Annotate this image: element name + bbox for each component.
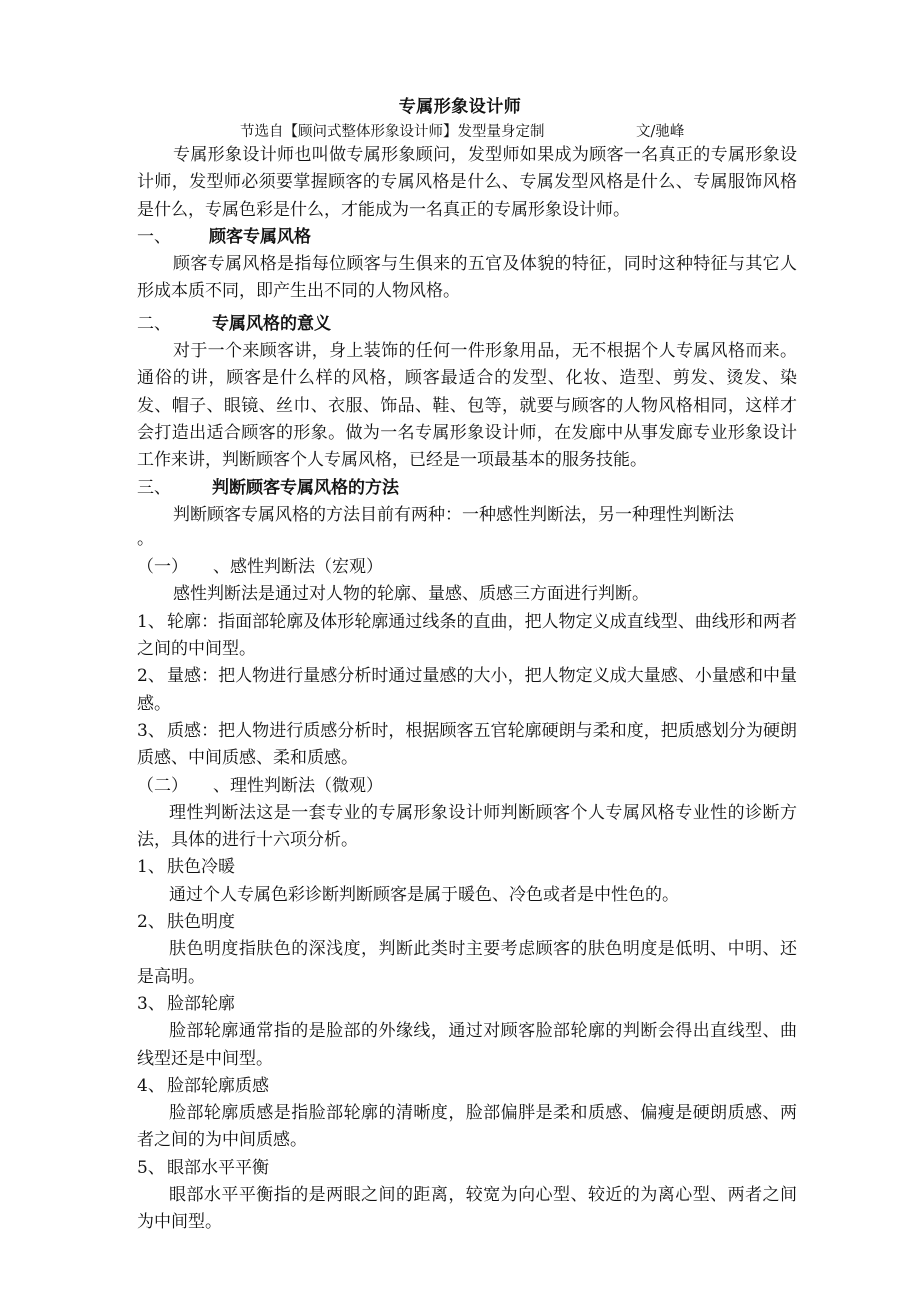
analysis-item-title bbox=[137, 854, 797, 881]
section-number: 二、 bbox=[137, 313, 171, 334]
section-heading-1 bbox=[137, 224, 797, 251]
list-text: 轮廓：指面部轮廓及体形轮廓通过线条的直曲，把人物定义成直线型、曲线形和两者之间的中间型。 bbox=[137, 611, 797, 660]
subsection-number: （一） bbox=[137, 557, 188, 578]
perceptual-intro: 感性判断法是通过对人物的轮廓、量感、质感三方面进行判断。 bbox=[173, 584, 649, 605]
rational-intro: 理性判断法这是一套专业的专属形象设计师判断顾客个人专属风格专业性的诊断方法，具体的进行十六项分析。 bbox=[137, 802, 797, 851]
subsection-heading-perceptual bbox=[137, 554, 797, 581]
item-title-text: 肤色明度 bbox=[167, 912, 235, 933]
analysis-item-text: 脸部轮廓质感是指脸部轮廓的清晰度，脸部偏胖是柔和质感、偏瘦是硬朗质感、两者之间的为中间质感。 bbox=[137, 1103, 797, 1151]
list-number: 1、 bbox=[137, 857, 165, 878]
item-title-text: 肤色冷暖 bbox=[167, 857, 235, 878]
section-heading-3 bbox=[137, 475, 797, 502]
section-title: 专属风格的意义 bbox=[212, 313, 331, 334]
list-item bbox=[137, 718, 797, 773]
subsection-number: （二） bbox=[137, 775, 188, 796]
list-number: 3、 bbox=[137, 720, 165, 741]
list-number: 1、 bbox=[137, 611, 165, 632]
analysis-item-text: 通过个人专属色彩诊断判断顾客是属于暖色、冷色或者是中性色的。 bbox=[169, 884, 679, 905]
item-title-text: 脸部轮廓质感 bbox=[167, 1075, 269, 1096]
page-title: 专属形象设计师 bbox=[398, 97, 522, 117]
analysis-item-title bbox=[137, 909, 797, 936]
analysis-item-title bbox=[137, 1155, 797, 1182]
item-title-text: 脸部轮廓 bbox=[167, 993, 235, 1014]
section-title: 判断顾客专属风格的方法 bbox=[212, 477, 399, 498]
subsection-title: 、理性判断法（微观） bbox=[213, 775, 383, 796]
list-number: 2、 bbox=[137, 912, 165, 933]
list-text: 质感：把人物进行质感分析时，根据顾客五官轮廓硬朗与柔和度，把质感划分为硬朗质感、中间质感、柔和质感。 bbox=[137, 720, 797, 769]
list-number: 4、 bbox=[137, 1075, 165, 1096]
section-paragraph-2: 对于一个来顾客讲，身上装饰的任何一件形象用品，无不根据个人专属风格而来。通俗的讲，顾客是什么样的风格，顾客最适合的发型、化妆、造型、剪发、烫发、染发、帽子、眼镜、丝巾、衣服、饰品、鞋、包等，就要与顾客的人物风格相同，这样才会打造出适合顾客的形象。做为一名专属形象设计师，在发廊中从事发廊专业形象设计工作来讲，判断顾客个人专属风格，已经是一项最基本的服务技能。 bbox=[137, 341, 797, 471]
author-credit: 文/驰峰 bbox=[636, 124, 685, 140]
intro-paragraph: 专属形象设计师也叫做专属形象顾问，发型师如果成为顾客一名真正的专属形象设计师，发型师必须要掌握顾客的专属风格是什么、专属发型风格是什么、专属服饰风格是什么，专属色彩是什么，才能成为一名真正的专属形象设计师。 bbox=[137, 145, 797, 220]
list-number: 3、 bbox=[137, 993, 165, 1014]
item-title-text: 眼部水平平衡 bbox=[167, 1157, 269, 1178]
section-paragraph-1: 顾客专属风格是指每位顾客与生俱来的五官及体貌的特征，同时这种特征与其它人形成本质不同，即产生出不同的人物风格。 bbox=[137, 254, 797, 302]
section-heading-2 bbox=[137, 311, 797, 338]
section-number: 三、 bbox=[137, 477, 171, 498]
subtitle-line bbox=[240, 120, 685, 141]
section-number: 一、 bbox=[137, 226, 171, 247]
analysis-item-text: 眼部水平平衡指的是两眼之间的距离，较宽为向心型、较近的为离心型、两者之间为中间型。 bbox=[137, 1184, 797, 1233]
analysis-item-text: 肤色明度指肤色的深浅度，判断此类时主要考虑顾客的肤色明度是低明、中明、还是高明。 bbox=[137, 939, 797, 987]
source-note: 节选自【顾问式整体形象设计师】发型量身定制 bbox=[240, 124, 545, 140]
section-title: 顾客专属风格 bbox=[209, 226, 311, 247]
analysis-item-title bbox=[137, 991, 797, 1018]
list-item bbox=[137, 609, 797, 664]
section-paragraph-3-tail: 。 bbox=[137, 529, 154, 550]
section-paragraph-3-text: 判断顾客专属风格的方法目前有两种：一种感性判断法，另一种理性判断法 bbox=[173, 504, 734, 525]
list-number: 2、 bbox=[137, 666, 165, 687]
subsection-title: 、感性判断法（宏观） bbox=[213, 557, 383, 578]
list-number: 5、 bbox=[137, 1157, 165, 1178]
document-body bbox=[137, 142, 797, 1237]
subsection-heading-rational bbox=[137, 773, 797, 800]
analysis-item-title bbox=[137, 1073, 797, 1100]
list-item bbox=[137, 663, 797, 718]
list-text: 量感：把人物进行量感分析时通过量感的大小，把人物定义成大量感、小量感和中量感。 bbox=[137, 666, 797, 714]
section-paragraph-3 bbox=[137, 502, 797, 529]
analysis-item-text: 脸部轮廓通常指的是脸部的外缘线，通过对顾客脸部轮廓的判断会得出直线型、曲线型还是中间型。 bbox=[137, 1021, 797, 1069]
